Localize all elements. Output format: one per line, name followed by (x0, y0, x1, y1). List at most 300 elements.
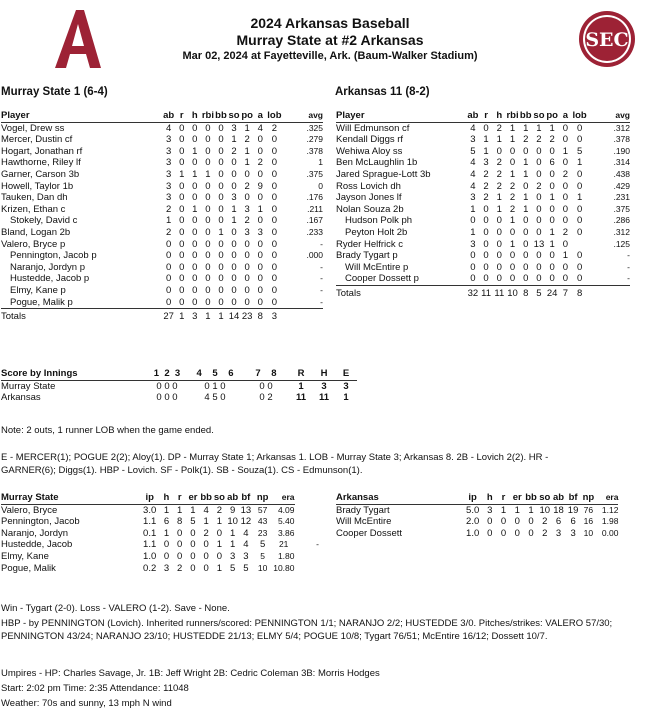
player-name: Jared Sprague-Lott 3b (336, 168, 431, 180)
totals-cell: 8 (257, 311, 263, 323)
stat-cell: 0 (205, 145, 211, 157)
stat-cell: 0 (519, 273, 532, 285)
stat-cell: 0 (231, 261, 237, 273)
stat-cell: 0 (231, 273, 237, 285)
pitching-cell: 1.1 (143, 516, 157, 528)
stat-cell: 0 (562, 157, 569, 169)
player-row (1, 122, 323, 134)
pitching-cell: 0 (216, 550, 223, 562)
stat-cell: 0 (175, 297, 188, 309)
stat-cell: 0 (496, 261, 502, 273)
stat-cell: .378 (306, 145, 323, 156)
stat-cell: 0 (179, 215, 185, 227)
stat-cell: 0 (536, 261, 542, 273)
pitching-cell: 23 (257, 527, 268, 538)
player-row (1, 250, 323, 262)
stat-cell: 13 (533, 238, 545, 250)
stat-cell: 0 (483, 215, 489, 227)
pitching-cell: 1 (163, 527, 170, 539)
totals-cell: 27 (163, 311, 174, 323)
weather: Weather: 70s and sunny, 13 mph N wind (1, 698, 172, 709)
pitcher-name: Valero, Bryce (1, 504, 58, 516)
umpires: Umpires - HP: Charles Savage, Jr. 1B: Jeff Wright 2B: Cedric Coleman 3B: Morris Hodges (1, 668, 380, 679)
win-loss-save: Win - Tygart (2-0). Loss - VALERO (1-2). Save - None. (1, 603, 230, 614)
stat-cell: 0 (179, 192, 185, 204)
stat-cell: .211 (307, 203, 323, 214)
player-row (1, 227, 323, 239)
player-name: Tauken, Dan dh (1, 192, 68, 204)
box-col-header: Player (336, 110, 466, 122)
box-col-header: lob (267, 110, 282, 121)
stat-cell: 0 (549, 168, 555, 180)
stat-cell: 2 (483, 180, 489, 192)
totals-cell: 11 (481, 287, 492, 299)
stat-cell: 1 (576, 157, 583, 169)
stat-cell: 0 (483, 203, 489, 215)
stat-cell: 2 (496, 157, 502, 169)
stat-cell: 0 (509, 250, 516, 262)
player-row (336, 250, 630, 262)
stat-cell: 0 (218, 192, 224, 204)
stat-cell: 2 (562, 226, 569, 238)
stat-cell: .375 (306, 168, 323, 179)
stat-cell: .167 (306, 215, 323, 226)
box-col-header: po (546, 110, 558, 121)
pitcher-name: Will McEntire (336, 516, 392, 528)
pitching-col-header: r (173, 492, 186, 504)
stat-cell: 1 (231, 134, 237, 146)
pitching-cell: 0 (190, 562, 196, 574)
stat-cell: 0 (496, 250, 502, 262)
pitching-col-header: r (497, 492, 511, 504)
pitching-col-header: bb (200, 492, 212, 503)
stat-cell: 1 (549, 238, 555, 250)
stat-cell: 1 (523, 157, 529, 169)
stat-cell: 1 (166, 215, 172, 227)
stat-cell: 0 (271, 157, 278, 169)
pitching-cell (295, 563, 320, 575)
pitching-cell: 3 (487, 504, 493, 516)
player-name: Valero, Bryce p (1, 238, 66, 250)
stat-cell: 0 (179, 157, 185, 169)
stat-cell: 0 (523, 180, 529, 192)
pitching-cell: 0 (163, 539, 170, 551)
box-col-header: rbi (506, 110, 519, 121)
stat-cell: 3 (244, 203, 250, 215)
pitching-cell: 4 (243, 539, 249, 551)
pitching-col-header: np (252, 492, 272, 504)
stat-cell: 3 (166, 168, 172, 180)
pitching-cell: 5.0 (466, 504, 480, 516)
player-row (1, 204, 323, 216)
stat-cell: 0 (218, 273, 224, 285)
pitching-cell: 43 (257, 516, 268, 527)
stat-cell: 0 (509, 226, 516, 238)
stat-cell: 0 (318, 180, 323, 191)
pitching-cell: 0 (487, 527, 493, 539)
stat-cell: 0 (257, 238, 263, 250)
player-name: Ben McLaughlin 1b (336, 157, 418, 169)
totals-cell: 1 (179, 311, 185, 323)
pitching-cell (295, 528, 320, 540)
pitching-col-header: bf (239, 492, 252, 504)
away-box-score (1, 110, 323, 323)
stat-cell: 0 (271, 226, 278, 238)
stat-cell: 0 (179, 284, 185, 296)
pitching-cell: 0 (487, 516, 493, 528)
stat-cell: 0 (496, 238, 502, 250)
date-venue: Mar 02, 2024 at Fayetteville, Ark. (Baum-Walker Stadium) (182, 50, 478, 62)
stat-cell: 0 (166, 261, 172, 273)
pitching-cell: 10 (227, 516, 238, 528)
stat-cell: 3 (231, 192, 237, 204)
stat-cell: 0 (536, 250, 542, 262)
stat-cell: 0 (536, 145, 542, 157)
stat-cell: 2 (536, 134, 542, 146)
stat-cell: - (627, 250, 630, 261)
pitching-cell: 4 (243, 527, 249, 539)
stat-cell: 0 (549, 180, 555, 192)
stat-cell: 0 (218, 180, 224, 192)
stat-cell: 0 (192, 250, 198, 262)
stat-cell: 0 (576, 203, 583, 215)
pitching-cell: 5 (190, 516, 196, 528)
stat-cell: 3 (257, 226, 263, 238)
player-row (1, 215, 323, 227)
stat-cell: .000 (306, 250, 323, 261)
stat-cell: .286 (613, 215, 630, 226)
pitching-col-header: bb (525, 492, 537, 503)
stat-cell: 2 (509, 180, 516, 192)
box-col-header: ab (163, 110, 175, 121)
pitching-cell: 1 (216, 516, 223, 528)
totals-cell: 1 (218, 311, 224, 323)
stat-cell: .176 (306, 192, 323, 203)
stat-cell: 1 (523, 192, 529, 204)
pitcher-row (1, 551, 319, 563)
box-col-header: rbi (201, 110, 214, 121)
pitching-cell: 1 (229, 527, 236, 539)
totals-label: Totals (1, 311, 26, 323)
stat-cell: 0 (205, 238, 211, 250)
box-col-header: r (175, 110, 188, 122)
stat-cell: 0 (257, 284, 263, 296)
pitching-cell: 0 (163, 550, 170, 562)
stat-cell: 0 (506, 273, 519, 285)
innings-group: 0 0 0 (156, 392, 178, 404)
stat-cell: - (320, 284, 323, 295)
stat-cell: 0 (536, 203, 542, 215)
stat-cell: 2 (523, 134, 529, 146)
pitching-cell: 1.80 (277, 550, 295, 561)
pitching-cell: 1 (190, 504, 196, 516)
pitching-cell: 0 (190, 550, 196, 562)
stat-cell: 0 (523, 215, 529, 227)
stat-cell: 1 (509, 122, 516, 134)
stat-cell: 0 (231, 250, 237, 262)
pitching-cell: 0 (203, 550, 209, 562)
stat-cell: 0 (205, 157, 211, 169)
pitching-cell (295, 516, 320, 528)
stat-cell: 0 (192, 122, 198, 134)
stat-cell: 3 (166, 134, 172, 146)
player-row (336, 157, 630, 169)
player-name: Elmy, Kane p (10, 284, 66, 296)
stat-cell: 0 (205, 215, 211, 227)
stat-cell: 0 (562, 261, 569, 273)
stat-cell: 0 (559, 273, 572, 285)
pitcher-row (1, 539, 319, 551)
stat-cell: 1 (483, 134, 489, 146)
stat-cell: 0 (218, 238, 224, 250)
pitching-cell: 1 (203, 516, 209, 528)
stat-cell: 0 (166, 284, 172, 296)
pitching-cell: 8 (177, 516, 183, 528)
pitching-cell: 1.12 (601, 504, 619, 515)
pitching-cell: 3.86 (277, 527, 295, 538)
stat-cell: 0 (179, 250, 185, 262)
innings-label: Score by Innings (1, 368, 147, 380)
stat-cell: 0 (166, 238, 172, 250)
player-name: Jayson Jones lf (336, 192, 402, 204)
stat-cell: 0 (218, 203, 224, 215)
box-col-header: r (479, 110, 492, 122)
stat-cell: 0 (192, 261, 198, 273)
box-col-header: Player (1, 110, 162, 122)
pitcher-row (336, 504, 644, 516)
stat-cell: 0 (244, 261, 250, 273)
stat-cell: 0 (523, 226, 529, 238)
stat-cell: 4 (470, 122, 476, 134)
stat-cell: 0 (271, 273, 278, 285)
box-col-header: so (228, 110, 240, 121)
pitching-cell: 0 (500, 527, 507, 539)
pitcher-name: Brady Tygart (336, 504, 390, 516)
totals-cell: 24 (546, 287, 558, 299)
player-row (336, 122, 630, 134)
stat-cell: 0 (244, 284, 250, 296)
pitching-cell: 18 (553, 504, 564, 516)
pitching-col-header: so (213, 492, 225, 503)
stat-cell: 0 (231, 226, 237, 238)
stat-cell: .312 (613, 122, 630, 133)
innings-hits: 11 (318, 392, 330, 404)
pitching-col-header: ab (553, 492, 565, 503)
stat-cell: 3 (470, 192, 476, 204)
box-col-header: bb (215, 110, 227, 121)
stat-cell: 0 (257, 250, 263, 262)
pitching-cell: 0 (190, 539, 196, 551)
stat-cell: .378 (613, 134, 630, 145)
stat-cell: 0 (483, 261, 489, 273)
stat-cell: 1 (496, 203, 502, 215)
stat-cell: 0 (576, 215, 583, 227)
stat-cell: .190 (613, 145, 630, 156)
pitching-cell: 0 (203, 539, 209, 551)
pitching-cell: 1 (500, 504, 507, 516)
player-row (1, 285, 323, 297)
stat-cell: 0 (483, 226, 489, 238)
stat-cell: 1 (244, 145, 250, 157)
stat-cell: 1 (523, 122, 529, 134)
stat-cell: 0 (205, 180, 211, 192)
player-name: Stokely, David c (10, 215, 78, 227)
pitcher-row (1, 504, 319, 516)
stat-cell: 0 (192, 192, 198, 204)
pitching-cell: 3.0 (143, 504, 157, 516)
stat-cell: 0 (257, 168, 263, 180)
stat-cell: 1 (509, 215, 516, 227)
pitching-col-header: bf (565, 492, 580, 504)
pitching-cell: 0 (514, 516, 520, 528)
stat-cell: 1 (562, 145, 569, 157)
stat-cell: 0 (192, 180, 198, 192)
player-row (1, 157, 323, 169)
pitching-cell: 10 (539, 504, 551, 516)
stat-cell: 0 (205, 284, 211, 296)
stat-cell: - (320, 261, 323, 272)
stat-cell: 0 (218, 261, 224, 273)
stat-cell: 0 (523, 238, 529, 250)
stat-cell: 1 (549, 192, 555, 204)
stat-cell: 0 (496, 215, 502, 227)
player-row (336, 215, 630, 227)
pitching-cell: 2 (216, 504, 223, 516)
stat-cell: - (320, 273, 323, 284)
stat-cell: 0 (562, 122, 569, 134)
player-row (1, 134, 323, 146)
stat-cell: 0 (576, 134, 583, 146)
player-row (336, 134, 630, 146)
player-name: Brady Tygart p (336, 250, 398, 262)
stat-cell: 2 (483, 168, 489, 180)
box-col-header: a (254, 110, 267, 122)
report-title: 2024 Arkansas Baseball (250, 15, 410, 31)
stat-cell: 2 (509, 192, 516, 204)
innings-team: Arkansas (1, 392, 41, 404)
pitcher-row (1, 528, 319, 540)
stat-cell: 0 (496, 226, 502, 238)
stat-cell: 0 (271, 134, 278, 146)
pitching-col-header: h (483, 492, 497, 504)
totals-label: Totals (336, 287, 361, 299)
pitching-cell: 10 (257, 562, 268, 573)
player-name: Garner, Carson 3b (1, 168, 80, 180)
stat-cell: 0 (493, 273, 506, 285)
pitching-cell: 5 (260, 539, 266, 551)
stat-cell: 2 (257, 157, 263, 169)
player-name: Peyton Holt 2b (345, 226, 408, 238)
player-row (336, 181, 630, 193)
totals-cell: 7 (562, 287, 569, 299)
stat-cell: 0 (201, 297, 214, 309)
stat-cell: 0 (562, 192, 569, 204)
stat-cell: 1 (470, 226, 476, 238)
stat-cell: 3 (166, 180, 172, 192)
pitching-cell: 0.1 (143, 527, 157, 539)
totals-cell: 11 (494, 287, 505, 299)
stat-cell: 1 (231, 215, 237, 227)
stat-cell: 2 (549, 134, 555, 146)
pitching-cell: 0.2 (143, 562, 157, 574)
box-col-header: ab (467, 110, 479, 121)
stat-cell: 0 (205, 203, 211, 215)
pitching-cell: 0 (216, 527, 223, 539)
innings-runs: 11 (295, 392, 307, 404)
stat-cell: .279 (306, 134, 323, 145)
stat-cell: 0 (179, 145, 185, 157)
stat-cell: 0 (228, 297, 241, 309)
player-row (1, 239, 323, 251)
stat-cell: 3 (166, 157, 172, 169)
stat-cell: 0 (271, 203, 278, 215)
pitching-cell: 1 (528, 504, 534, 516)
stat-cell: 2 (496, 168, 502, 180)
stat-cell: 0 (192, 273, 198, 285)
stat-cell: 0 (218, 284, 224, 296)
pitching-col-header: er (186, 492, 199, 504)
box-col-header: so (533, 110, 545, 121)
stat-cell: 2 (166, 203, 172, 215)
pitching-cell: 0 (203, 562, 209, 574)
stat-cell: 0 (241, 297, 254, 309)
stat-cell: .375 (613, 203, 630, 214)
stat-cell: 1 (496, 134, 502, 146)
stat-cell: 0 (179, 203, 185, 215)
player-name: Will McEntire p (345, 261, 409, 273)
innings-row-home (1, 392, 357, 404)
stat-cell: 1 (509, 134, 516, 146)
stat-cell: 0 (192, 284, 198, 296)
stat-cell: 0 (179, 261, 185, 273)
stat-cell: 0 (536, 215, 542, 227)
pitcher-name: Hustedde, Jacob (1, 539, 73, 551)
pitching-cell: 1 (229, 539, 236, 551)
stat-cell: 2 (244, 215, 250, 227)
pitcher-name: Pogue, Malik (1, 562, 56, 574)
stat-cell: 0 (205, 134, 211, 146)
stat-cell: 0 (549, 145, 555, 157)
pitching-cell: 1.1 (143, 539, 157, 551)
player-name: Ryder Helfrick c (336, 238, 404, 250)
stat-cell: 1 (496, 192, 502, 204)
innings-group: 0 0 (259, 380, 273, 392)
pitching-cell: 16 (583, 516, 594, 527)
pitching-cell: 3 (163, 562, 170, 574)
stat-cell: 1 (509, 238, 516, 250)
stat-cell: 0 (509, 157, 516, 169)
pitching-cell: 76 (583, 504, 594, 515)
stat-cell: 0 (483, 238, 489, 250)
stat-cell: 0 (576, 261, 583, 273)
stat-cell: 3 (470, 238, 476, 250)
stat-cell: .233 (306, 226, 323, 237)
stat-cell: 3 (231, 122, 237, 134)
player-name: Bland, Logan 2b (1, 226, 71, 238)
stat-cell: 0 (523, 145, 529, 157)
stat-cell: 0 (562, 238, 569, 250)
stat-cell: 4 (470, 157, 476, 169)
pitching-cell (295, 504, 320, 516)
stat-cell: 3 (483, 157, 489, 169)
stat-cell: 1 (470, 203, 476, 215)
stat-cell: .314 (613, 157, 630, 168)
pitching-cell: 4 (203, 504, 209, 516)
player-name: Will Edmunson cf (336, 122, 410, 134)
stat-cell: 3 (470, 134, 476, 146)
pitching-cell: 2 (542, 527, 548, 539)
box-col-header: h (493, 110, 506, 122)
